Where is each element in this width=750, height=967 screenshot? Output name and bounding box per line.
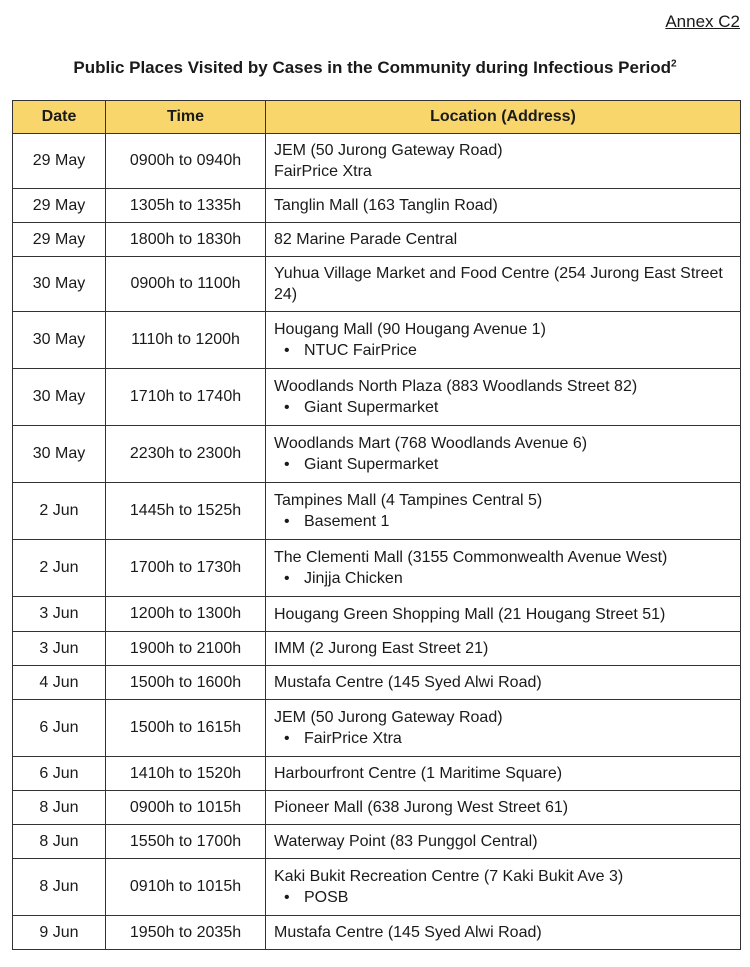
table-row xyxy=(13,700,741,757)
time-cell: 1500h to 1615h xyxy=(106,700,266,757)
location-cell xyxy=(266,825,741,859)
location-bullet: • POSB xyxy=(274,887,734,908)
location-cell xyxy=(266,859,741,916)
time-cell: 1550h to 1700h xyxy=(106,825,266,859)
title-text: Public Places Visited by Cases in the Community during Infectious Period xyxy=(73,58,672,77)
location-address: The Clementi Mall (3155 Commonwealth Avenue West) xyxy=(274,549,668,566)
location-address: JEM (50 Jurong Gateway Road) xyxy=(274,142,503,159)
location-address: Tanglin Mall (163 Tanglin Road) xyxy=(274,197,498,214)
location-address: Pioneer Mall (638 Jurong West Street 61) xyxy=(274,799,569,816)
date-cell: 2 Jun xyxy=(13,540,106,597)
table-body xyxy=(13,134,741,950)
date-cell: 30 May xyxy=(13,257,106,312)
location-bullet: • Basement 1 xyxy=(274,511,734,532)
table-row xyxy=(13,369,741,426)
time-cell: 1110h to 1200h xyxy=(106,312,266,369)
location-bullet: • Giant Supermarket xyxy=(274,454,734,475)
table-row xyxy=(13,825,741,859)
location-cell xyxy=(266,597,741,632)
date-cell: 29 May xyxy=(13,134,106,189)
location-address: Harbourfront Centre (1 Maritime Square) xyxy=(274,765,563,782)
location-address: Mustafa Centre (145 Syed Alwi Road) xyxy=(274,924,542,941)
location-cell xyxy=(266,189,741,223)
date-cell: 8 Jun xyxy=(13,791,106,825)
table-row xyxy=(13,483,741,540)
location-cell xyxy=(266,757,741,791)
location-bullet: • NTUC FairPrice xyxy=(274,340,734,361)
date-cell: 8 Jun xyxy=(13,859,106,916)
location-cell xyxy=(266,369,741,426)
location-cell xyxy=(266,916,741,950)
location-bullet: • FairPrice Xtra xyxy=(274,728,734,749)
places-table xyxy=(12,100,741,950)
table-header-row xyxy=(13,101,741,134)
date-cell: 9 Jun xyxy=(13,916,106,950)
location-cell xyxy=(266,632,741,666)
location-address: Hougang Green Shopping Mall (21 Hougang Street 51) xyxy=(274,605,666,623)
title-footnote: 2 xyxy=(671,58,677,70)
time-cell: 0900h to 0940h xyxy=(106,134,266,189)
location-address: Yuhua Village Market and Food Centre (254 Jurong East Street 24) xyxy=(274,265,723,303)
header-date: Date xyxy=(13,101,106,134)
date-cell: 6 Jun xyxy=(13,700,106,757)
date-cell: 29 May xyxy=(13,189,106,223)
table-row xyxy=(13,312,741,369)
location-cell xyxy=(266,312,741,369)
time-cell: 1800h to 1830h xyxy=(106,223,266,257)
time-cell: 1700h to 1730h xyxy=(106,540,266,597)
table-row xyxy=(13,426,741,483)
table-row xyxy=(13,134,741,189)
location-bullet: • Jinjja Chicken xyxy=(274,568,734,589)
time-cell: 0910h to 1015h xyxy=(106,859,266,916)
time-cell: 0900h to 1015h xyxy=(106,791,266,825)
location-sub: FairPrice Xtra xyxy=(274,163,372,180)
location-address: Tampines Mall (4 Tampines Central 5) xyxy=(274,492,543,509)
time-cell: 1305h to 1335h xyxy=(106,189,266,223)
header-location: Location (Address) xyxy=(266,101,741,134)
annex-label: Annex C2 xyxy=(665,12,740,31)
time-cell: 1500h to 1600h xyxy=(106,666,266,700)
location-cell xyxy=(266,483,741,540)
location-cell xyxy=(266,666,741,700)
header-time: Time xyxy=(106,101,266,134)
location-address: Hougang Mall (90 Hougang Avenue 1) xyxy=(274,321,546,338)
location-cell xyxy=(266,426,741,483)
date-cell: 8 Jun xyxy=(13,825,106,859)
location-address: Woodlands North Plaza (883 Woodlands Street 82) xyxy=(274,378,638,395)
location-address: IMM (2 Jurong East Street 21) xyxy=(274,640,489,657)
table-row xyxy=(13,791,741,825)
date-cell: 2 Jun xyxy=(13,483,106,540)
location-bullet: • Giant Supermarket xyxy=(274,397,734,418)
location-address: JEM (50 Jurong Gateway Road) xyxy=(274,709,503,726)
table-row xyxy=(13,859,741,916)
date-cell: 4 Jun xyxy=(13,666,106,700)
page-title xyxy=(0,58,750,78)
location-address: Woodlands Mart (768 Woodlands Avenue 6) xyxy=(274,435,588,452)
time-cell: 1950h to 2035h xyxy=(106,916,266,950)
date-cell: 6 Jun xyxy=(13,757,106,791)
location-address: Kaki Bukit Recreation Centre (7 Kaki Bukit Ave 3) xyxy=(274,868,624,885)
table-row xyxy=(13,916,741,950)
table-row xyxy=(13,540,741,597)
location-cell xyxy=(266,257,741,312)
location-cell xyxy=(266,134,741,189)
location-address: 82 Marine Parade Central xyxy=(274,231,458,248)
time-cell: 2230h to 2300h xyxy=(106,426,266,483)
location-cell xyxy=(266,223,741,257)
time-cell: 0900h to 1100h xyxy=(106,257,266,312)
table-row xyxy=(13,189,741,223)
time-cell: 1900h to 2100h xyxy=(106,632,266,666)
date-cell: 30 May xyxy=(13,426,106,483)
date-cell: 30 May xyxy=(13,369,106,426)
time-cell: 1710h to 1740h xyxy=(106,369,266,426)
table-row xyxy=(13,632,741,666)
location-address: Waterway Point (83 Punggol Central) xyxy=(274,833,538,850)
time-cell: 1200h to 1300h xyxy=(106,597,266,632)
date-cell: 3 Jun xyxy=(13,597,106,632)
table-row xyxy=(13,257,741,312)
table-row xyxy=(13,597,741,632)
time-cell: 1445h to 1525h xyxy=(106,483,266,540)
table-row xyxy=(13,757,741,791)
location-cell xyxy=(266,540,741,597)
time-cell: 1410h to 1520h xyxy=(106,757,266,791)
location-address: Mustafa Centre (145 Syed Alwi Road) xyxy=(274,674,542,691)
date-cell: 3 Jun xyxy=(13,632,106,666)
location-cell xyxy=(266,700,741,757)
table-row xyxy=(13,666,741,700)
date-cell: 30 May xyxy=(13,312,106,369)
date-cell: 29 May xyxy=(13,223,106,257)
table-row xyxy=(13,223,741,257)
location-cell xyxy=(266,791,741,825)
